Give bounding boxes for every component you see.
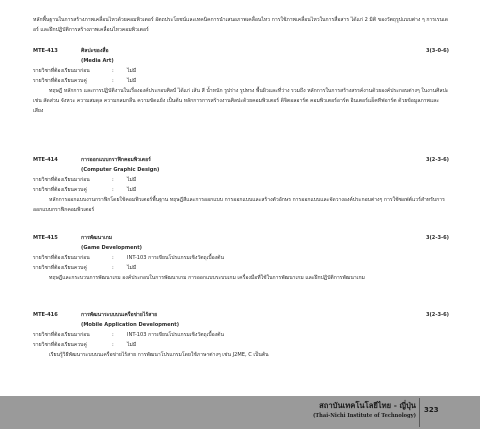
page-footer bbox=[0, 396, 480, 429]
corequisite-value: ไม่มี bbox=[127, 265, 137, 271]
footer-divider bbox=[419, 398, 420, 427]
institute-name-th: สถาบันเทคโนโลยีไทย - ญี่ปุ่น bbox=[319, 401, 416, 410]
prerequisite-row bbox=[33, 330, 449, 340]
prerequisite-value: ไม่มี bbox=[127, 177, 137, 183]
prerequisite-row bbox=[33, 66, 449, 76]
colon: : bbox=[112, 342, 114, 348]
prerequisite-label: รายวิชาที่ต้องเรียนมาก่อน bbox=[33, 255, 90, 261]
course-title-th: ศิลปะของสื่อ bbox=[81, 48, 109, 54]
corequisite-row bbox=[33, 76, 449, 86]
corequisite-label: รายวิชาที่ต้องเรียนควบคู่ bbox=[33, 78, 87, 84]
course-header bbox=[33, 233, 449, 243]
course-description: หลักการออกแบบงานกราฟิกโดยใช้คอมพิวเตอร์พื้นฐาน ทฤษฎีสีและการออกแบบ การออกแบบและสร้างตัวอักษร การออกแบบและจัดวางองค์ประกอบต่างๆ การใช้ซอฟต์แวร์สำหรับการออกแบบกราฟิกคอมพิวเตอร์ bbox=[33, 197, 445, 213]
course-block bbox=[33, 310, 449, 360]
course-credits: 3(2-3-6) bbox=[425, 157, 449, 163]
course-block bbox=[33, 46, 449, 116]
corequisite-row bbox=[33, 185, 449, 195]
intro-paragraph: หลักพื้นฐานในการสร้างภาพเคลื่อนไหวด้วยคอมพิวเตอร์ อัตถประโยชน์และเทคนิคการนำเสนอภาพเคลื่อนไหว การใช้ภาพเคลื่อนไหวในการสื่อสาร ได้แก่ 2 มิติ ของวัตถุรูปแบบต่าง ๆ การเรนเดอร์ และฝึกปฏิบัติการสร้างภาพเคลื่อนไหวคอมพิวเตอร์ bbox=[33, 17, 449, 33]
colon: : bbox=[112, 187, 114, 193]
course-title-th: การพัฒนาระบบบนเครือข่ายไร้สาย bbox=[81, 312, 158, 318]
course-header bbox=[33, 155, 449, 165]
prerequisite-row bbox=[33, 175, 449, 185]
colon: : bbox=[112, 177, 114, 183]
course-credits: 3(3-0-6) bbox=[425, 48, 449, 54]
corequisite-label: รายวิชาที่ต้องเรียนควบคู่ bbox=[33, 265, 87, 271]
corequisite-label: รายวิชาที่ต้องเรียนควบคู่ bbox=[33, 342, 87, 348]
course-description: ทฤษฎี หลักการ และการปฏิบัติงานในเรื่ององค์ประกอบศิลป์ ได้แก่ เส้น สี น้ำหนัก รูปร่าง รูปทรง พื้นผิวและที่ว่าง รวมถึง หลักการในการสร้างสรรค์งานด้วยองค์ประกอบต่างๆ ในงานศิลปะ เช่น สัดส่วน จังหวะ ความสมดุล ความกลมกลืน ความขัดแย้ง เป็นต้น หลักการการสร้างงานศิลปะด้วยคอมพิวเตอร์ ดิจิตอลอาร์ต คอมพิวเตอร์อาร์ต อินเตอร์แอ็คทีฟอาร์ต ด้วยข้อมูลภาพและเสียง bbox=[33, 88, 449, 114]
prerequisite-label: รายวิชาที่ต้องเรียนมาก่อน bbox=[33, 68, 90, 74]
corequisite-label: รายวิชาที่ต้องเรียนควบคู่ bbox=[33, 187, 87, 193]
course-code: MTE-413 bbox=[33, 48, 58, 54]
course-block bbox=[33, 233, 449, 283]
course-code: MTE-416 bbox=[33, 312, 58, 318]
corequisite-value: ไม่มี bbox=[127, 78, 137, 84]
course-description: ทฤษฎีและกระบวนการพัฒนาเกม องค์ประกอบในการพัฒนาเกม การออกแบบระบบเกม เครื่องมือที่ใช้ในการพัฒนาเกม และฝึกปฏิบัติการพัฒนาเกม bbox=[49, 275, 365, 281]
colon: : bbox=[112, 265, 114, 271]
course-title-th: การออกแบบกราฟิกคอมพิวเตอร์ bbox=[81, 157, 151, 163]
course-title-en: (Game Development) bbox=[81, 245, 142, 251]
prerequisite-row bbox=[33, 253, 449, 263]
institute-name bbox=[313, 400, 416, 420]
course-code: MTE-414 bbox=[33, 157, 58, 163]
course-title-th: การพัฒนาเกม bbox=[81, 235, 113, 241]
course-title-en: (Media Art) bbox=[81, 58, 114, 64]
colon: : bbox=[112, 68, 114, 74]
colon: : bbox=[112, 255, 114, 261]
colon: : bbox=[112, 78, 114, 84]
course-credits: 3(2-3-6) bbox=[425, 235, 449, 241]
course-code: MTE-415 bbox=[33, 235, 58, 241]
course-header bbox=[33, 310, 449, 320]
colon: : bbox=[112, 332, 114, 338]
page-number: 323 bbox=[424, 406, 439, 414]
course-credits: 3(2-3-6) bbox=[425, 312, 449, 318]
course-header bbox=[33, 46, 449, 56]
prerequisite-label: รายวิชาที่ต้องเรียนมาก่อน bbox=[33, 332, 90, 338]
course-block bbox=[33, 155, 449, 215]
corequisite-row bbox=[33, 263, 449, 273]
prerequisite-label: รายวิชาที่ต้องเรียนมาก่อน bbox=[33, 177, 90, 183]
institute-name-en: (Thai-Nichi Institute of Technology) bbox=[312, 413, 416, 419]
corequisite-row bbox=[33, 340, 449, 350]
prerequisite-value: INT-103 การเขียนโปรแกรมเชิงวัตถุเบื้องต้น bbox=[127, 255, 224, 261]
prerequisite-value: ไม่มี bbox=[127, 68, 137, 74]
course-title-en: (Mobile Application Development) bbox=[81, 322, 180, 328]
course-title-en: (Computer Graphic Design) bbox=[81, 167, 160, 173]
corequisite-value: ไม่มี bbox=[127, 342, 137, 348]
corequisite-value: ไม่มี bbox=[127, 187, 137, 193]
course-description: เรียนรู้วิธีพัฒนาระบบบนเครือข่ายไร้สาย การพัฒนาโปรแกรมโดยใช้ภาษาต่างๆ เช่น J2ME, C เป็นต้น bbox=[49, 352, 269, 358]
prerequisite-value: INT-103 การเขียนโปรแกรมเชิงวัตถุเบื้องต้น bbox=[127, 332, 224, 338]
